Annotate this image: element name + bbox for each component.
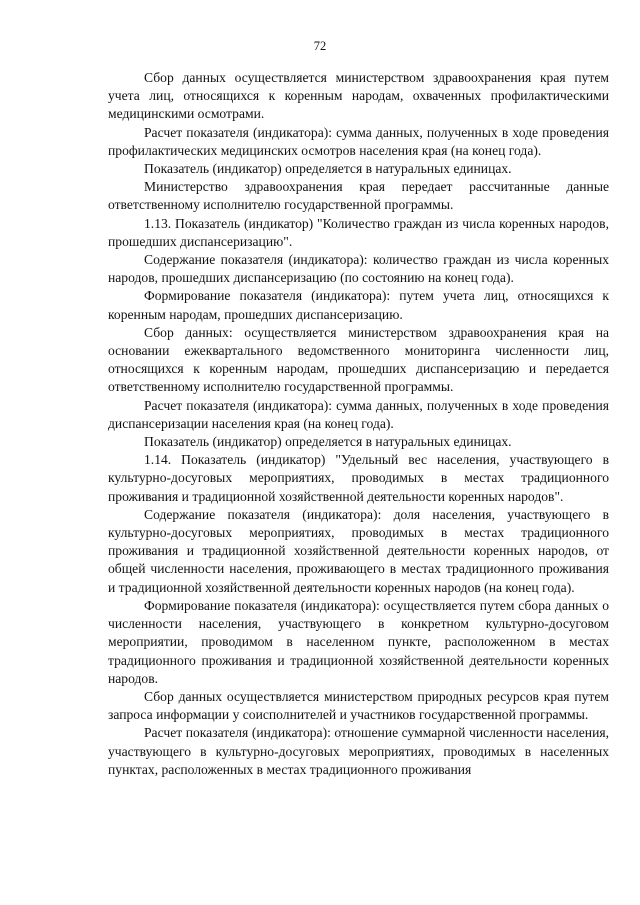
document-body (108, 69, 609, 779)
paragraph-natural-units: Показатель (индикатор) определяется в натуральных единицах. (144, 161, 512, 177)
paragraph-ministry-transfer: Министерство здравоохранения края передает рассчитанные данные ответственному исполнителю государственной программы. (108, 179, 609, 213)
paragraph-formation-1-14: Формирование показателя (индикатора): осуществляется путем сбора данных о численности населения, участвующего в конкретном культурно-досуговом мероприятии, проводимом в населенном пункте, расположенном в местах традиционного проживания и традиционной хозяйственной деятельности коренных народов. (108, 597, 609, 686)
paragraph-data-collection-1-13: Сбор данных: осуществляется министерством здравоохранения края на основании ежеквартального ведомственного мониторинга численности лиц, относящихся к коренным народам, прошедших диспансеризацию и передается ответственному исполнителю государственной программы. (108, 324, 609, 395)
paragraph-calculation-checkups: Расчет показателя (индикатора): сумма данных, полученных в ходе проведения профилактических медицинских осмотров населения края (на конец года). (108, 124, 609, 158)
paragraph-data-collection-checkups: Сбор данных осуществляется министерством здравоохранения края путем учета лиц, относящихся к коренным народам, охваченных профилактическими медицинскими осмотрами. (108, 70, 609, 122)
paragraph-calculation-1-13: Расчет показателя (индикатора): сумма данных, полученных в ходе проведения диспансеризации населения края (на конец года). (108, 397, 609, 431)
page-number: 72 (313, 39, 327, 53)
section-heading-1-14: 1.14. Показатель (индикатор) "Удельный вес населения, участвующего в культурно-досуговых мероприятиях, проводимых в местах традиционного проживания и традиционной хозяйственной деятельности коренных народов". (108, 452, 609, 504)
paragraph-data-collection-1-14: Сбор данных осуществляется министерством природных ресурсов края путем запроса информации у соисполнителей и участников государственной программы. (108, 688, 609, 723)
paragraph-formation-1-13: Формирование показателя (индикатора): путем учета лиц, относящихся к коренным народам, прошедших диспансеризацию. (108, 288, 609, 322)
paragraph-calculation-1-14: Расчет показателя (индикатора): отношение суммарной численности населения, участвующего в культурно-досуговых мероприятиях, проводимых в населенных пунктах, расположенных в местах традиционного проживания (108, 725, 609, 777)
paragraph-content-1-13: Содержание показателя (индикатора): количество граждан из числа коренных народов, прошедших диспансеризацию (по состоянию на конец года). (108, 252, 609, 286)
paragraph-content-1-14: Содержание показателя (индикатора): доля населения, участвующего в культурно-досуговых мероприятиях, проводимых в местах традиционного проживания и традиционной хозяйственной деятельности коренных народов, от общей численности населения, проживающего в местах традиционного проживания и традиционной хозяйственной деятельности коренных народов (на конец года). (108, 506, 609, 595)
section-heading-1-13: 1.13. Показатель (индикатор) "Количество граждан из числа коренных народов, прошедших диспансеризацию". (108, 215, 609, 249)
paragraph-natural-units-1-13: Показатель (индикатор) определяется в натуральных единицах. (144, 434, 512, 450)
